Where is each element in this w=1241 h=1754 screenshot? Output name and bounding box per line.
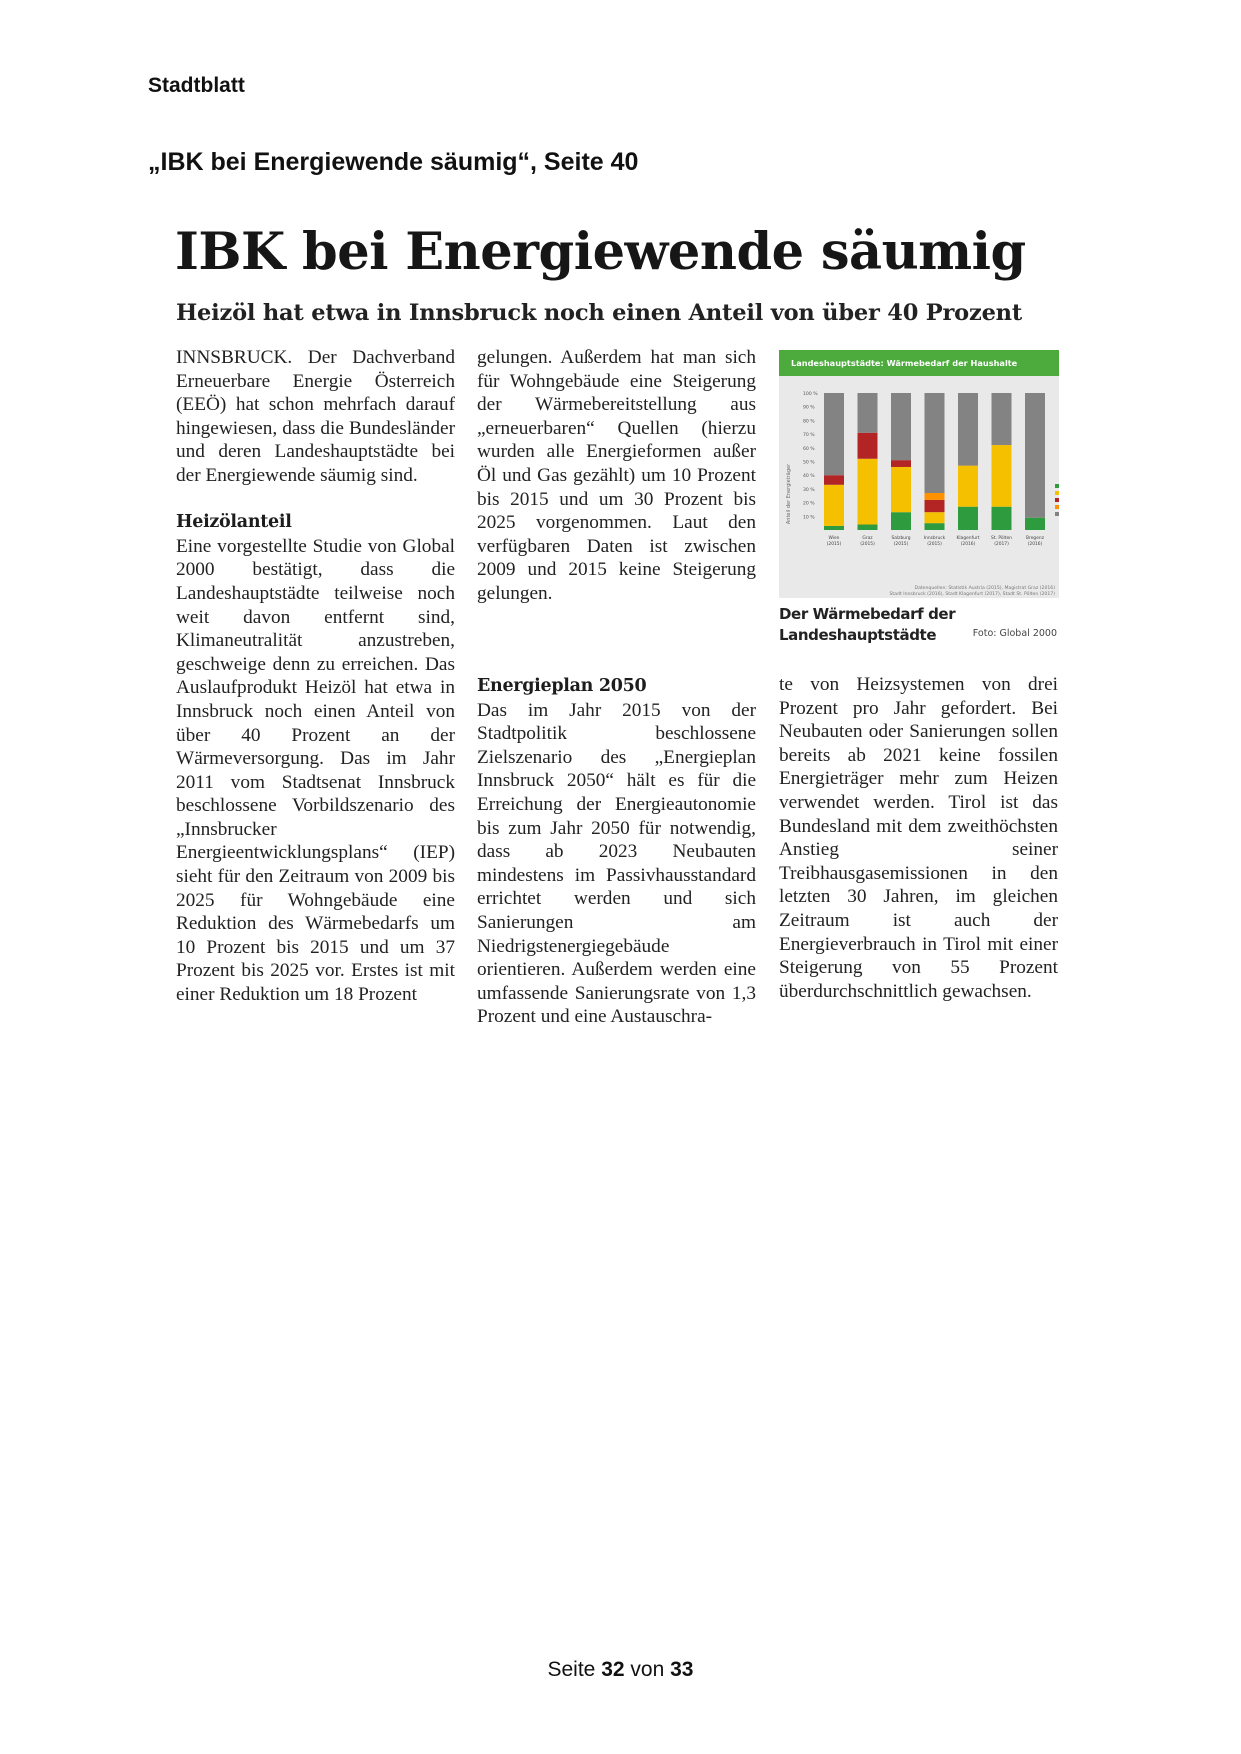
y-tick-label: 60 % xyxy=(803,446,815,452)
figure-caption-text: Der Wärmebedarf der Landeshauptstädte xyxy=(779,605,956,644)
x-tick-label: Graz xyxy=(862,536,873,541)
x-tick-label: Bregenz xyxy=(1026,536,1044,541)
bar-segment xyxy=(925,500,945,512)
y-tick-label: 10 % xyxy=(803,515,815,521)
x-tick-year-label: (2015) xyxy=(927,542,942,547)
bar-segment xyxy=(891,393,911,460)
chart-source-note-2: Stadt Innsbruck (2016), Stadt Klagenfurt (2017), Stadt St. Pölten (2017) xyxy=(889,592,1055,597)
article-headline: IBK bei Energiewende säumig xyxy=(175,222,1026,282)
y-tick-label: 50 % xyxy=(803,460,815,466)
page-footer xyxy=(0,1658,1241,1682)
article-column-2 xyxy=(477,346,756,1029)
x-tick-year-label: (2015) xyxy=(826,542,842,547)
footer-current-page: 32 xyxy=(601,1658,625,1681)
bar-segment xyxy=(824,475,844,485)
x-tick-label: Wien xyxy=(828,536,840,541)
y-tick-label: 20 % xyxy=(803,501,815,507)
x-tick-year-label: (2016) xyxy=(1027,542,1043,547)
chart-y-axis-label: Anteil der Energieträger xyxy=(786,463,792,525)
figure-caption xyxy=(779,604,1059,646)
bar-segment xyxy=(824,485,844,526)
bar-segment xyxy=(925,493,945,500)
y-tick-label: 90 % xyxy=(803,405,815,411)
bar-segment xyxy=(925,523,945,530)
bar-segment xyxy=(925,512,945,523)
bar-segment xyxy=(891,512,911,530)
bar-segment xyxy=(858,433,878,459)
bar-segment xyxy=(958,393,978,466)
bar-segment xyxy=(958,466,978,507)
chart xyxy=(779,350,1059,598)
footer-total-pages: 33 xyxy=(670,1658,694,1681)
column-2-continuation-wrap xyxy=(477,346,756,653)
section-text-heizoel: Eine vorgestellte Studie von Global 2000 bestätigt, dass die Landeshauptstädte teilweise noch weit davon entfernt sind, Klimaneutralität anzustreben, geschweige denn zu erreichen. Das Auslaufprodukt Heizöl hat etwa in Innsbruck noch einen Anteil von über 40 Prozent an der Wärmeversorgung. Das im Jahr 2011 vom Stadtsenat Innsbruck beschlossene Vorbildszenario des „Innsbrucker Energieentwicklungsplans“ (IEP) sieht für den Zeitraum von 2009 bis 2025 für Wohngebäude eine Reduktion des Wärmebedarfs um 10 Prozent bis 2015 und um 37 Prozent bis 2025 vor. Erstes ist mit einer Reduktion um 18 Prozent xyxy=(176,535,455,1006)
bar-segment xyxy=(858,525,878,530)
bar-segment xyxy=(824,526,844,530)
y-tick-label: 30 % xyxy=(803,487,815,493)
section-heading-heizoel: Heizölanteil xyxy=(176,512,292,533)
bar-segment xyxy=(1025,393,1045,518)
bar-segment xyxy=(992,445,1012,507)
x-tick-label: Innsbruck xyxy=(923,536,946,541)
x-tick-year-label: (2017) xyxy=(994,542,1009,547)
section-text-energieplan-b: te von Heizsystemen von drei Prozent pro Jahr gefordert. Bei Neubauten oder Sanierungen sollen bereits ab 2021 keine fossilen Energieträger mehr zum Heizen verwendet werden. Tirol ist das Bundesland mit dem zweithöchsten Anstieg seiner Treibhausgasemissionen in den letzten 30 Jahren, im gleichen Zeitraum ist auch der Energieverbrauch in Tirol mit einer Steigerung von 55 Prozent überdurchschnittlich gewachsen. xyxy=(779,674,1058,1002)
chart-title: Landeshauptstädte: Wärmebedarf der Haushalte xyxy=(779,350,1059,376)
chart-source-note-1: Datenquellen: Statistik Austria (2015), Magistrat Graz (2016) xyxy=(914,586,1055,591)
x-tick-label: St. Pölten xyxy=(991,536,1012,541)
legend-marker xyxy=(1055,512,1059,516)
article-subheadline: Heizöl hat etwa in Innsbruck noch einen Anteil von über 40 Prozent xyxy=(176,300,1023,326)
bar-segment xyxy=(891,460,911,467)
bar-segment xyxy=(858,393,878,433)
article-column-1 xyxy=(176,346,455,1014)
footer-prefix: Seite xyxy=(547,1658,596,1681)
x-tick-year-label: (2015) xyxy=(860,542,875,547)
legend-marker xyxy=(1055,498,1059,502)
bar-segment xyxy=(992,393,1012,445)
chart-plot xyxy=(779,376,1059,598)
article-lead: INNSBRUCK. Der Dachverband Erneuerbare Energie Österreich (EEÖ) hat schon mehrfach darauf hingewiesen, dass die Bundesländer und deren Landeshauptstädte bei der Energiewende säumig sind. xyxy=(176,347,455,486)
document-source: Stadtblatt xyxy=(148,74,245,97)
section-text-heizoel-continued: gelungen. Außerdem hat man sich für Wohngebäude eine Steigerung der Wärmebereitstellung aus „erneuerbaren“ Quellen (hierzu wurden alle Energieformen außer Öl und Gas gezählt) um 10 Prozent bis 2015 und um 30 Prozent bis 2025 vorgenommen. Laut den verfügbaren Daten ist zwischen 2009 und 2015 keine Steigerung gelungen. xyxy=(477,347,756,604)
x-tick-label: Salzburg xyxy=(891,536,911,541)
legend-marker xyxy=(1055,491,1059,495)
bar-segment xyxy=(992,507,1012,530)
bar-segment xyxy=(925,393,945,493)
bar-segment xyxy=(858,459,878,525)
bar-segment xyxy=(958,507,978,530)
legend-marker xyxy=(1055,484,1059,488)
section-text-energieplan-a: Das im Jahr 2015 von der Stadtpolitik beschlossene Zielszenario des „Energieplan Innsbruck 2050“ hält es für die Erreichung der Energieautonomie bis zum Jahr 2050 für notwendig, dass ab 2023 Neubauten mindestens im Passivhausstandard errichtet werden und sich Sanierungen am Niedrigstenergiegebäude orientieren. Außerdem werden eine umfassende Sanierungsrate von 1,3 Prozent und eine Austauschra- xyxy=(477,699,756,1028)
document-caption: „IBK bei Energiewende säumig“, Seite 40 xyxy=(148,148,639,176)
newspaper-clipping xyxy=(175,222,1060,1028)
section-heading-energieplan: Energieplan 2050 xyxy=(477,676,647,696)
figure-credit: Foto: Global 2000 xyxy=(972,628,1057,639)
bar-segment xyxy=(891,467,911,512)
y-tick-label: 100 % xyxy=(803,392,818,397)
legend-marker xyxy=(1055,505,1059,509)
y-tick-label: 40 % xyxy=(803,474,815,480)
bar-segment xyxy=(1025,518,1045,530)
footer-middle: von xyxy=(630,1658,665,1681)
x-tick-year-label: (2015) xyxy=(893,542,909,547)
x-tick-label: Klagenfurt xyxy=(956,536,980,541)
article-column-3 xyxy=(779,673,1058,1003)
y-tick-label: 70 % xyxy=(803,433,815,439)
x-tick-year-label: (2016) xyxy=(960,542,976,547)
bar-segment xyxy=(824,393,844,475)
chart-figure xyxy=(779,350,1059,646)
y-tick-label: 80 % xyxy=(803,419,815,425)
